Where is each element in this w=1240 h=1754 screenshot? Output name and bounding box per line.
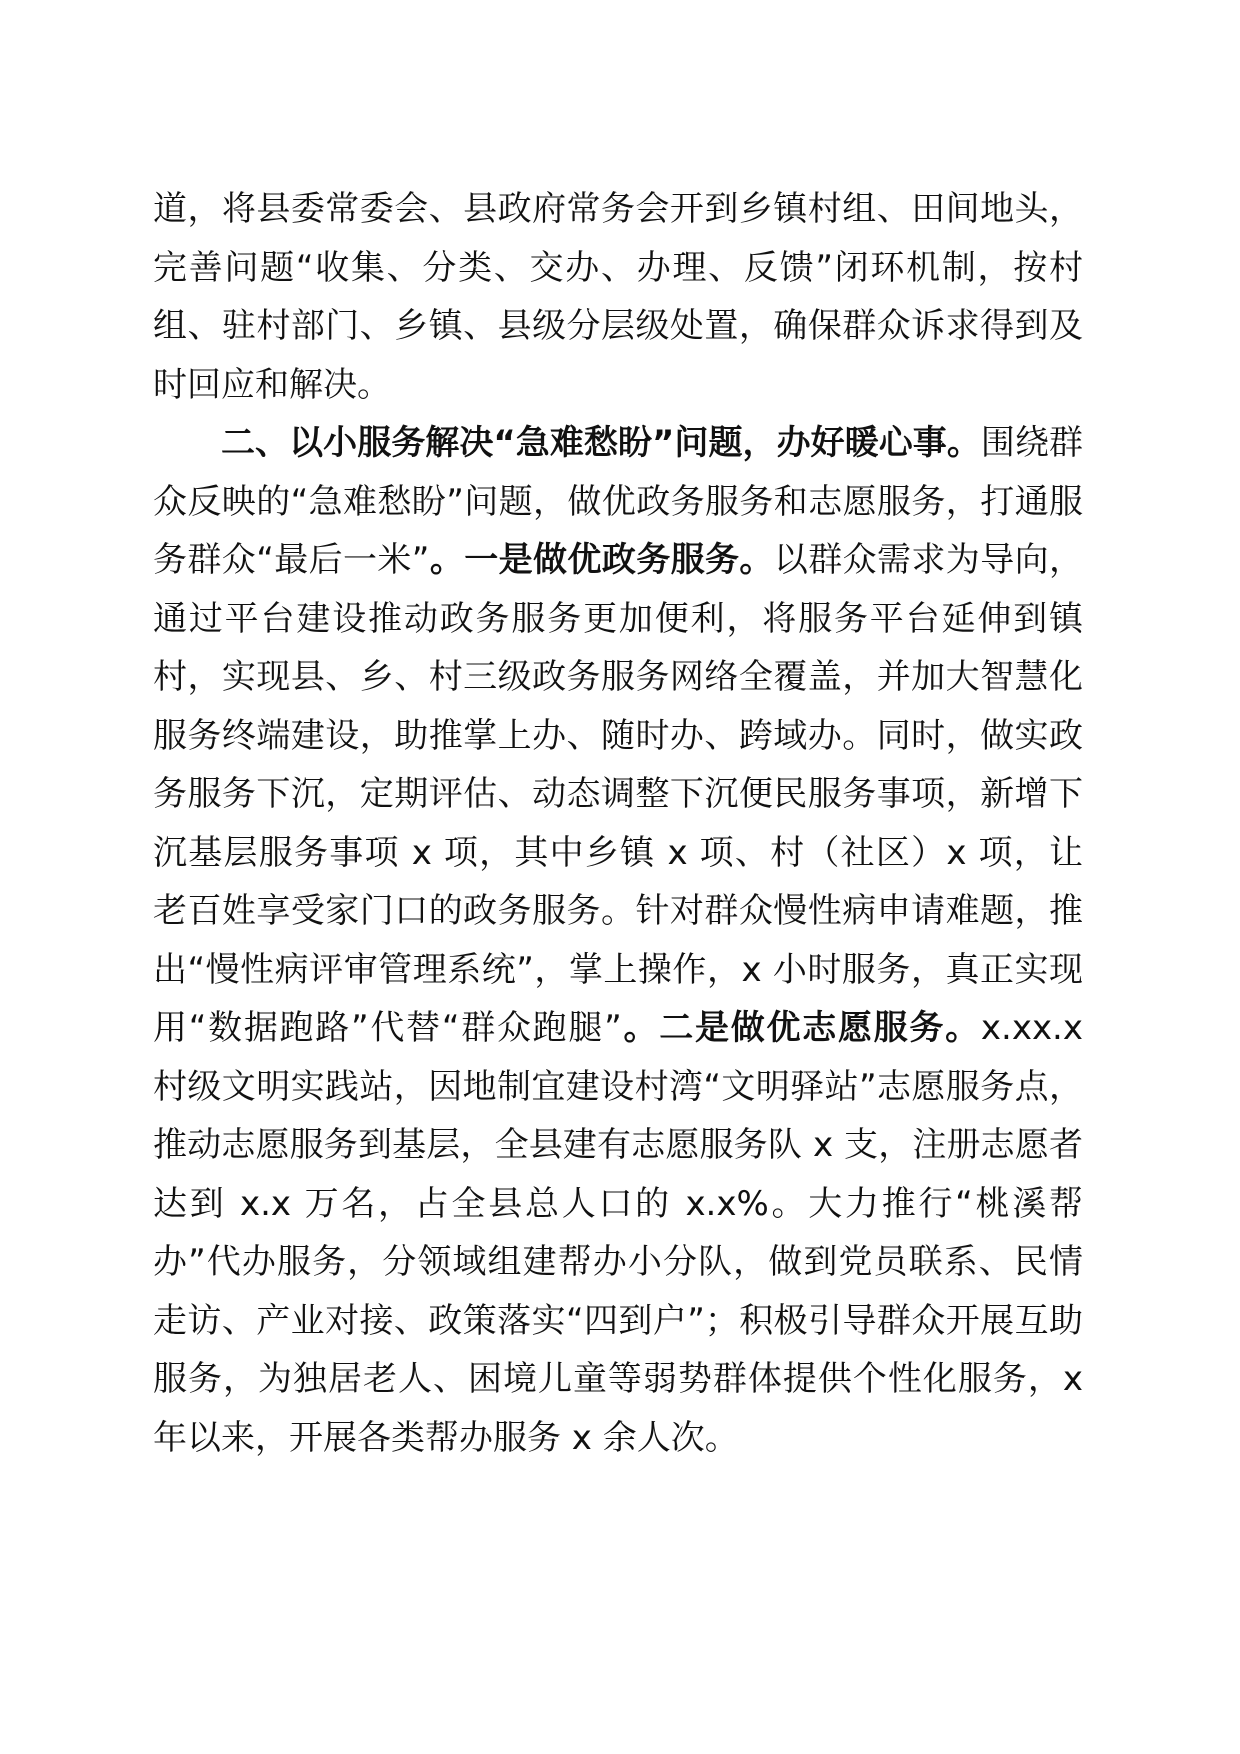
paragraph-section-two	[153, 414, 1083, 1467]
document-body	[153, 180, 1083, 1467]
section-heading: 二、以小服务解决“急难愁盼”问题，办好暖心事。	[221, 423, 981, 463]
paragraph-text: x.xx.x 村级文明实践站，因地制宜建设村湾“文明驿站”志愿服务点，推动志愿服务到基层，全县建有志愿服务队 x 支，注册志愿者达到 x.x 万名，占全县总人口的 x.x%。大力推行“桃溪帮办”代办服务，分领域组建帮办小分队，做到党员联系、民情走访、产业对接、政策落实“四到户”；积极引导群众开展互助服务，为独居老人、困境儿童等弱势群体提供个性化服务，x 年以来，开展各类帮办服务 x 余人次。	[153, 1008, 1083, 1458]
paragraph-text: 道，将县委常委会、县政府常务会开到乡镇村组、田间地头，完善问题“收集、分类、交办、办理、反馈”闭环机制，按村组、驻村部门、乡镇、县级分层级处置，确保群众诉求得到及时回应和解决。	[153, 189, 1083, 405]
subheading-volunteer-service: 。二是做优志愿服务。	[621, 1008, 981, 1048]
paragraph-text: 围绕群众反映的“急难愁盼”问题，做优政务服务和志愿服务，打通服务群众“最后一米”	[153, 423, 1083, 580]
paragraph-continuation	[153, 180, 1083, 414]
paragraph-text: 以群众需求为导向，通过平台建设推动政务服务更加便利，将服务平台延伸到镇村，实现县、乡、村三级政务服务网络全覆盖，并加大智慧化服务终端建设，助推掌上办、随时办、跨域办。同时，做实政务服务下沉，定期评估、动态调整下沉便民服务事项，新增下沉基层服务事项 x 项，其中乡镇 x 项、村（社区）x 项，让老百姓享受家门口的政务服务。针对群众慢性病申请难题，推出“慢性病评审管理系统”，掌上操作，x 小时服务，真正实现用“数据跑路”代替“群众跑腿”	[153, 540, 1084, 1048]
subheading-government-service: 。一是做优政务服务。	[429, 540, 774, 580]
